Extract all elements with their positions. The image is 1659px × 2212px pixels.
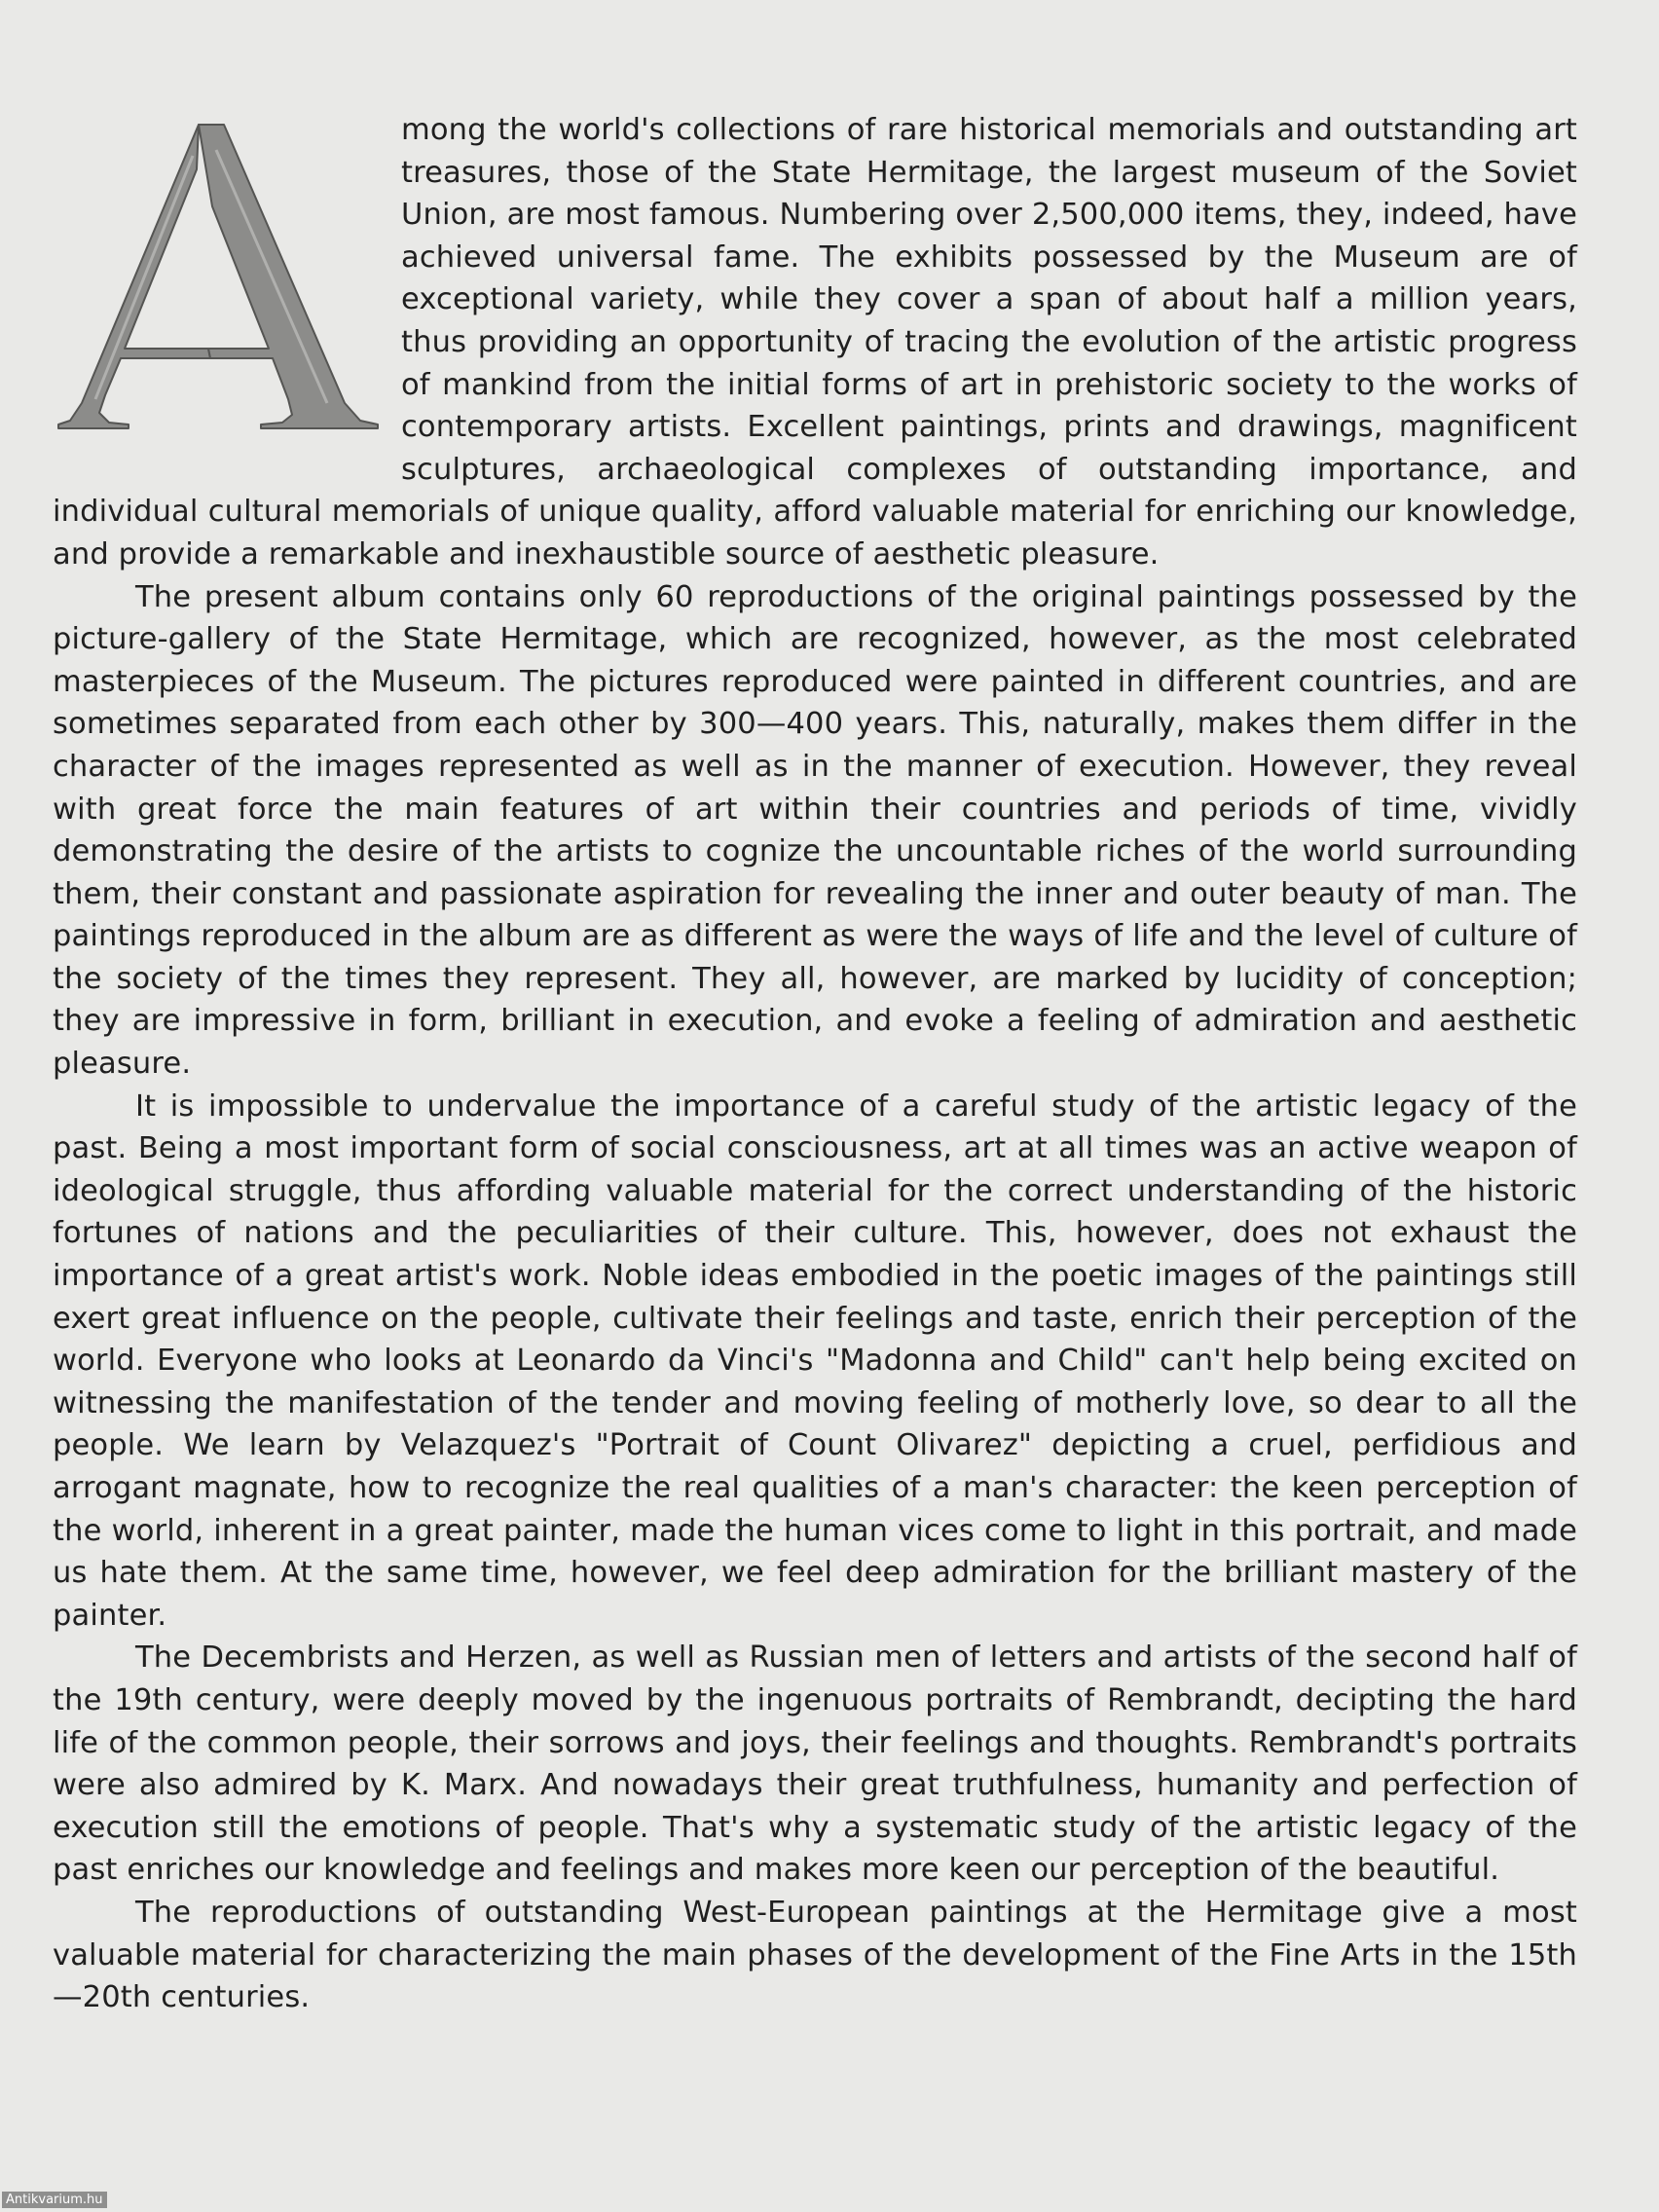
article-body xyxy=(53,109,1577,2019)
paragraph-4: The Decembrists and Herzen, as well as Russian men of letters and artists of the second half of the 19th century, were deeply moved by the ingenuous portraits of Rembrandt, decipting the hard life of the common people, their sorrows and joys, their feelings and thoughts. Rembrandt's portraits were also admired by K. Marx. And nowadays their great truthfulness, humanity and perfection of execution still the emotions of people. That's why a systematic study of the artistic legacy of the past enriches our knowledge and feelings and makes more keen our perception of the beautiful. xyxy=(53,1641,1577,1888)
watermark: Antikvarium.hu xyxy=(2,2192,107,2208)
paragraph-2: The present album contains only 60 reproductions of the original paintings possessed by the picture-gallery of the State Hermitage, which are recognized, however, as the most celebrated masterpieces of the Museum. The pictures reproduced were painted in different countries, and are sometimes separated from each other by 300—400 years. This, naturally, makes them differ in the character of the images represented as well as in the manner of execution. However, they reveal with great force the main features of art within their countries and periods of time, vividly demonstrating the desire of the artists to cognize the uncountable riches of the world surrounding them, their constant and passionate aspiration for revealing the inner and outer beauty of man. The paintings reproduced in the album are as different as were the ways of life and the level of culture of the society of the times they represent. They all, however, are marked by lucidity of conception; they are impressive in form, brilliant in execution, and evoke a feeling of admiration and aesthetic pleasure. xyxy=(53,579,1577,1082)
paragraph-1-text: mong the world's collections of rare historical memorials and outstanding art treasures, those of the State Hermitage, the largest museum of the Soviet Union, are most famous. Numbering over 2,500,000 items, they, indeed, have achieved universal fame. The exhibits possessed by the Museum are of exceptional variety, while they cover a span of about half a million years, thus providing an opportunity of tracing the evolution of the artistic progress of mankind from the initial forms of art in prehistoric society to the works of contemporary artists. Excellent paintings, prints and drawings, magnificent sculptures, archaeological complexes of outstanding importance, and individual cultural memorials of unique quality, afford valuable material for enriching our knowledge, and provide a remarkable and inexhaustible source of aesthetic pleasure. xyxy=(53,113,1577,571)
paragraph-3: It is impossible to undervalue the importance of a careful study of the artistic legacy of the past. Being a most important form of social consciousness, art at all times was an active weapon of ideological struggle, thus affording valuable material for the correct understanding of the historic fortunes of nations and the peculiarities of their culture. This, however, does not exhaust the importance of a great artist's work. Noble ideas embodied in the poetic images of the paintings still exert great influence on the people, cultivate their feelings and taste, enrich their perception of the world. Everyone who looks at Leonardo da Vinci's "Madonna and Child" can't help being excited on witnessing the manifestation of the tender and moving feeling of motherly love, so dear to all the people. We learn by Velazquez's "Portrait of Count Olivarez" depicting a cruel, perfidious and arrogant magnate, how to recognize the real qualities of a man's character: the keen perception of the world, inherent in a great painter, made the human vices come to light in this portrait, and made us hate them. At the same time, however, we feel deep admiration for the brilliant mastery of the painter. xyxy=(53,1088,1577,1633)
drop-cap-letter xyxy=(53,111,384,454)
paragraph-1 xyxy=(53,109,1577,576)
paragraph-5: The reproductions of outstanding West-European paintings at the Hermitage give a most valuable material for characterizing the main phases of the development of the Fine Arts in the 15th—20th centuries. xyxy=(53,1895,1577,2015)
drop-cap-a-icon xyxy=(53,111,384,454)
